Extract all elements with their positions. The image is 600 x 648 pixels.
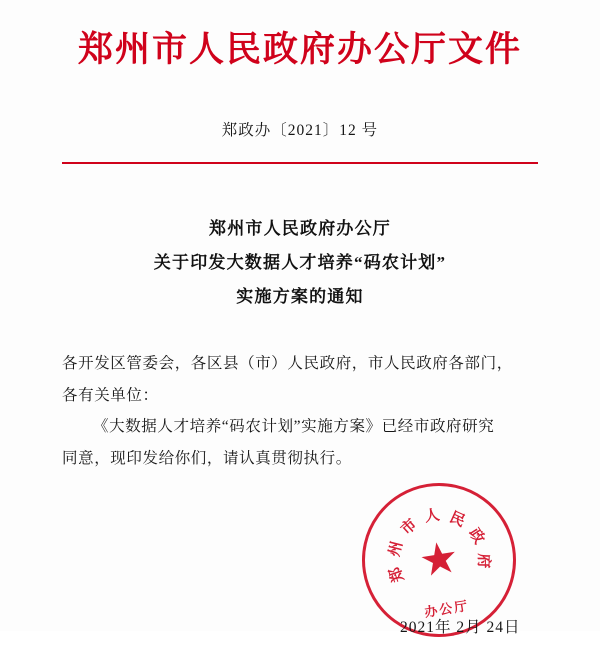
- document-number: 郑政办〔2021〕12 号: [221, 121, 379, 139]
- masthead-title: 郑州市人民政府办公厅文件: [77, 29, 522, 70]
- document-body: [62, 348, 538, 475]
- document-date: 2021年 2月 24日: [400, 618, 521, 636]
- page-title-line-1: 郑州市人民政府办公厅: [209, 218, 391, 238]
- seal-arc-char: 政: [465, 524, 489, 547]
- page-title-line-2: 关于印发大数据人才培养“码农计划”: [153, 252, 447, 272]
- seal-star-glyph: ★: [415, 532, 463, 587]
- body-line-4: 同意，现印发给你们，请认真贯彻执行。: [62, 450, 352, 468]
- page-title-line-3: 实施方案的通知: [236, 286, 364, 306]
- body-line-2: 各有关单位：: [62, 386, 159, 404]
- document-title-block: [62, 212, 538, 314]
- seal-bottom-text: 办公厅: [423, 597, 471, 620]
- seal-arc-char: 郑: [385, 564, 408, 585]
- body-line-1: 各开发区管委会，各区县（市）人民政府，市人民政府各部门，: [62, 354, 513, 372]
- seal-arc-char: 府: [474, 552, 494, 569]
- seal-arc-char: 人: [423, 505, 441, 526]
- seal-arc-char: 民: [446, 507, 469, 531]
- red-divider-rule: [62, 162, 538, 164]
- seal-area: [62, 475, 538, 636]
- masthead: [62, 0, 538, 72]
- seal-arc-char: 市: [397, 514, 421, 539]
- body-line-3: 《大数据人才培养“码农计划”实施方案》已经市政府研究: [93, 418, 495, 436]
- seal-arc-char: 州: [384, 539, 406, 559]
